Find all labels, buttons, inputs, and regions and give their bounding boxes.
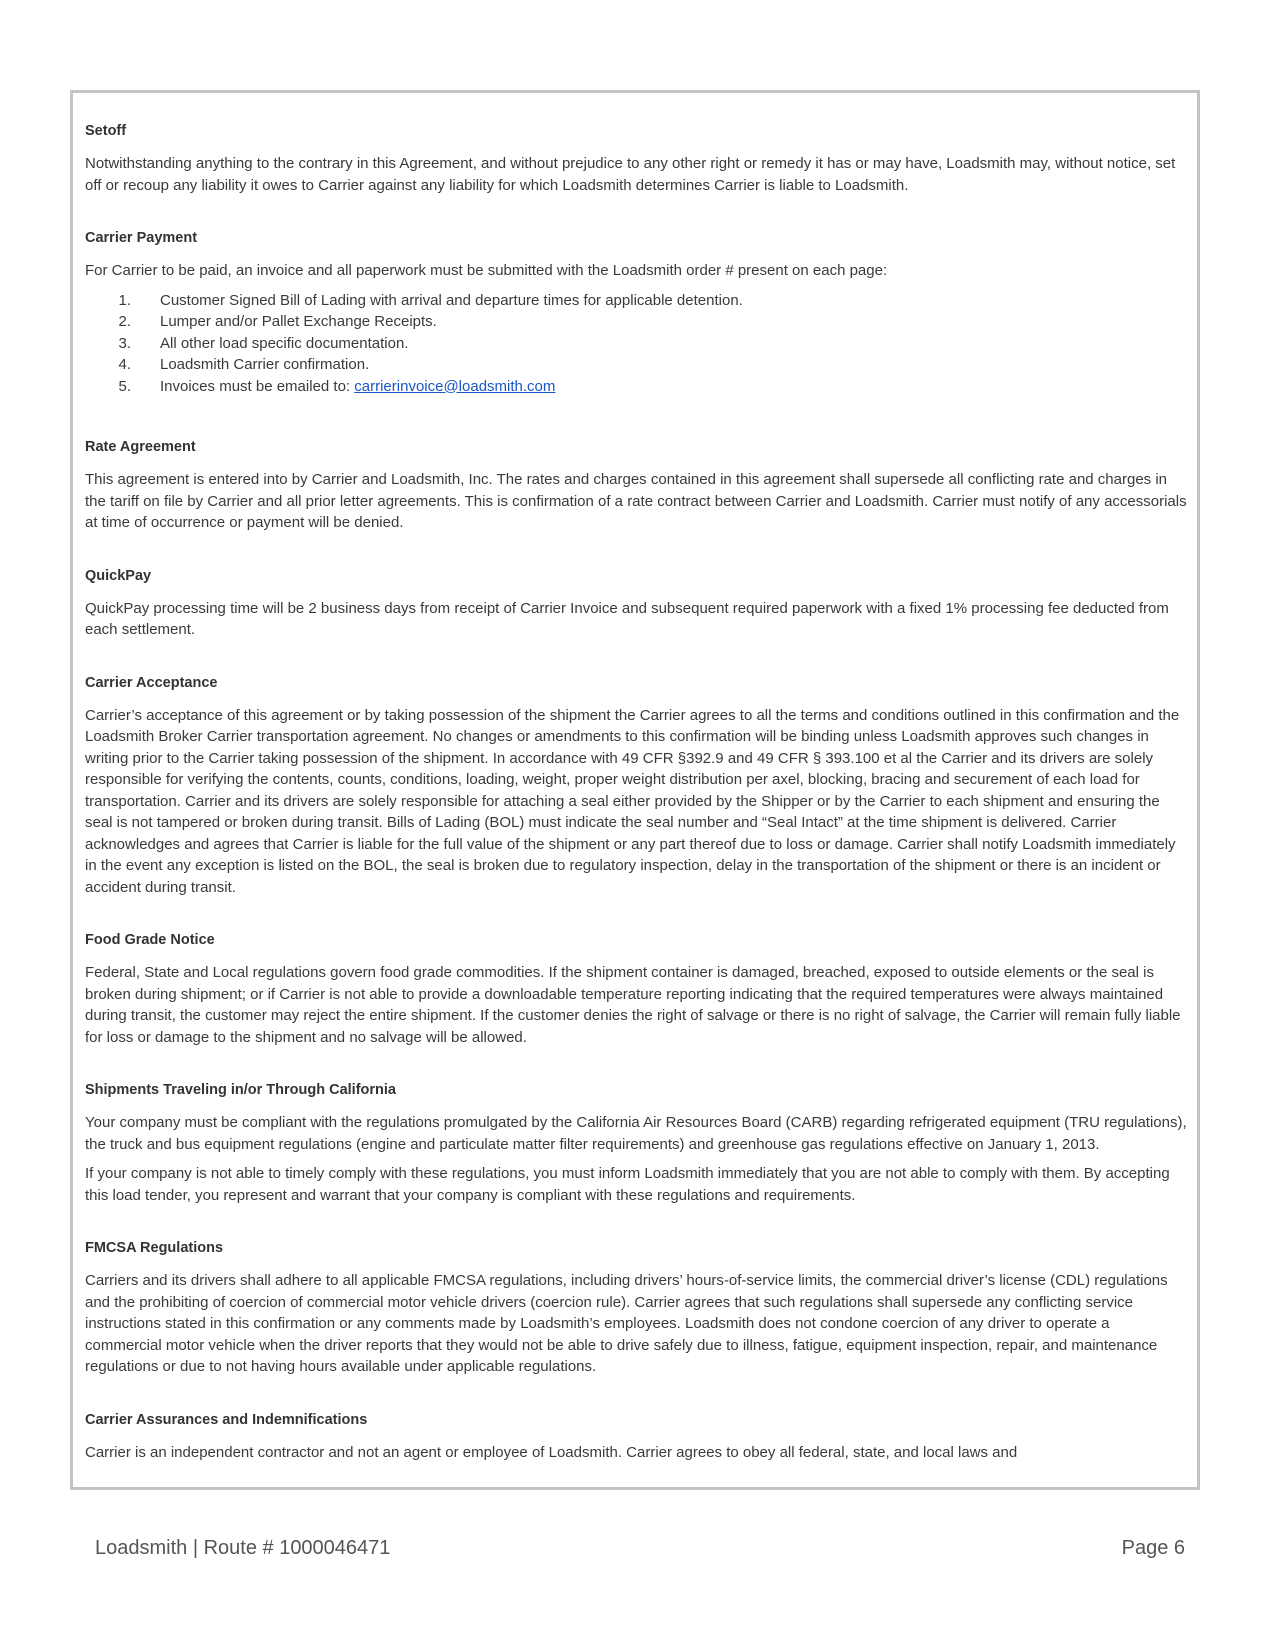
list-item (85, 333, 1187, 355)
section-heading: QuickPay (85, 567, 152, 584)
list-number: 3. (118, 334, 131, 352)
list-item (85, 376, 1187, 398)
section-heading: FMCSA Regulations (85, 1240, 224, 1256)
list-number: 1. (118, 291, 131, 309)
invoice-email-link[interactable]: carrierinvoice@loadsmith.com (354, 377, 556, 395)
section-body: If your company is not able to timely comply with these regulations, you must inform Loadsmith immediately that you are not able to comply with them. By accepting this load tender, you represent and warrant that your company is compliant with these regulations and requirements. (85, 1165, 1170, 1204)
section-body: Notwithstanding anything to the contrary in this Agreement, and without prejudice to any other right or remedy it has or may have, Loadsmith may, without notice, set off or recoup any liability it owes to Carrier against any liability for which Loadsmith determines Carrier is liable to Loadsmith. (85, 155, 1176, 194)
section-carrier-acceptance (85, 673, 1187, 899)
page-footer (95, 1537, 1185, 1560)
list-text: All other load specific documentation. (160, 334, 409, 352)
section-food-grade-notice (85, 930, 1187, 1048)
section-california (85, 1080, 1187, 1206)
list-text: Customer Signed Bill of Lading with arrival and departure times for applicable detention. (160, 291, 743, 309)
section-fmcsa (85, 1238, 1187, 1378)
section-body: Carrier’s acceptance of this agreement or by taking possession of the shipment the Carrier agrees to all the terms and conditions outlined in this confirmation and the Loadsmith Broker Carrier transportation agreement. No changes or amendments to this confirmation will be binding unless Loadsmith approves such changes in writing prior to the Carrier taking possession of the shipment. In accordance with 49 CFR §392.9 and 49 CFR § 393.100 et al the Carrier and its drivers are solely responsible for verifying the contents, counts, conditions, loading, weight, proper weight distribution per axel, blocking, bracing and securement of each load for transportation. Carrier and its drivers are solely responsible for attaching a seal either provided by the Shipper or by the Carrier to each shipment and ensuring the seal is not tampered or broken during transit. Bills of Lading (BOL) must indicate the seal number and “Seal Intact” at the time shipment is delivered. Carrier acknowledges and agrees that Carrier is liable for the full value of the shipment or any part thereof due to loss or damage. Carrier shall notify Loadsmith immediately in the event any exception is listed on the BOL, the seal is broken due to regulatory inspection, delay in the transportation of the shipment or there is an incident or accident during transit. (85, 706, 1180, 896)
section-heading: Shipments Traveling in/or Through California (85, 1082, 396, 1098)
section-heading: Carrier Assurances and Indemnifications (85, 1411, 368, 1428)
section-body: Federal, State and Local regulations govern food grade commodities. If the shipment container is damaged, breached, exposed to outside elements or the seal is broken during shipment; or if Carrier is not able to provide a downloadable temperature reporting indicating that the required temperatures were always maintained during transit, the customer may reject the entire shipment. If the customer denies the right of salvage or there is no right of salvage, the Carrier will remain fully liable for loss or damage to the shipment and no salvage will be allowed. (85, 964, 1181, 1046)
list-item (85, 354, 1187, 376)
list-item (85, 311, 1187, 333)
section-body: This agreement is entered into by Carrier and Loadsmith, Inc. The rates and charges contained in this agreement shall supersede all conflicting rate and charges in the tariff on file by Carrier and all prior letter agreements. This is confirmation of a rate contract between Carrier and Loadsmith. Carrier must notify of any accessorials at time of occurrence or payment will be denied. (85, 471, 1187, 531)
list-text-prefix: Invoices must be emailed to: (160, 377, 355, 395)
section-quickpay (85, 566, 1187, 641)
section-heading: Carrier Acceptance (85, 674, 218, 691)
payment-requirements-list (85, 290, 1187, 398)
list-text: Lumper and/or Pallet Exchange Receipts. (160, 313, 437, 330)
list-number: 2. (118, 313, 131, 330)
document-content (73, 93, 1197, 1463)
section-body: For Carrier to be paid, an invoice and all paperwork must be submitted with the Loadsmith order # present on each page: (85, 262, 888, 279)
list-item (85, 290, 1187, 312)
list-text (160, 376, 555, 398)
section-setoff (85, 121, 1187, 196)
section-heading: Setoff (85, 123, 127, 139)
footer-route: Loadsmith | Route # 1000046471 (95, 1537, 391, 1559)
section-body: Carrier is an independent contractor and not an agent or employee of Loadsmith. Carrier agrees to obey all federal, state, and local laws and (85, 1443, 1018, 1461)
section-heading: Carrier Payment (85, 230, 198, 246)
section-heading: Food Grade Notice (85, 932, 215, 948)
section-body: Your company must be compliant with the regulations promulgated by the California Air Resources Board (CARB) regarding refrigerated equipment (TRU regulations), the truck and bus equipment regulations (engine and particulate matter filter requirements) and greenhouse gas regulations effective on January 1, 2013. (85, 1114, 1187, 1153)
section-body: QuickPay processing time will be 2 business days from receipt of Carrier Invoice and subsequent required paperwork with a fixed 1% processing fee deducted from each settlement. (85, 599, 1169, 638)
list-number: 4. (118, 356, 131, 373)
section-heading: Rate Agreement (85, 439, 196, 455)
section-rate-agreement (85, 437, 1187, 534)
document-frame (70, 90, 1200, 1490)
list-text: Loadsmith Carrier confirmation. (160, 356, 370, 373)
page-number: Page 6 (1121, 1537, 1185, 1559)
section-body: Carriers and its drivers shall adhere to all applicable FMCSA regulations, including drivers’ hours-of-service limits, the commercial driver’s license (CDL) regulations and the prohibiting of coercion of commercial motor vehicle drivers (coercion rule). Carrier agrees that such regulations shall supersede any conflicting service instructions stated in this confirmation or any comments made by Loadsmith’s employees. Loadsmith does not condone coercion of any driver to operate a commercial motor vehicle when the driver reports that they would not be able to drive safely due to illness, fatigue, equipment inspection, repair, and maintenance regulations or due to not having hours available under applicable regulations. (85, 1272, 1168, 1375)
section-carrier-payment (85, 228, 1187, 397)
section-carrier-assurances (85, 1410, 1187, 1464)
list-number: 5. (118, 377, 131, 395)
